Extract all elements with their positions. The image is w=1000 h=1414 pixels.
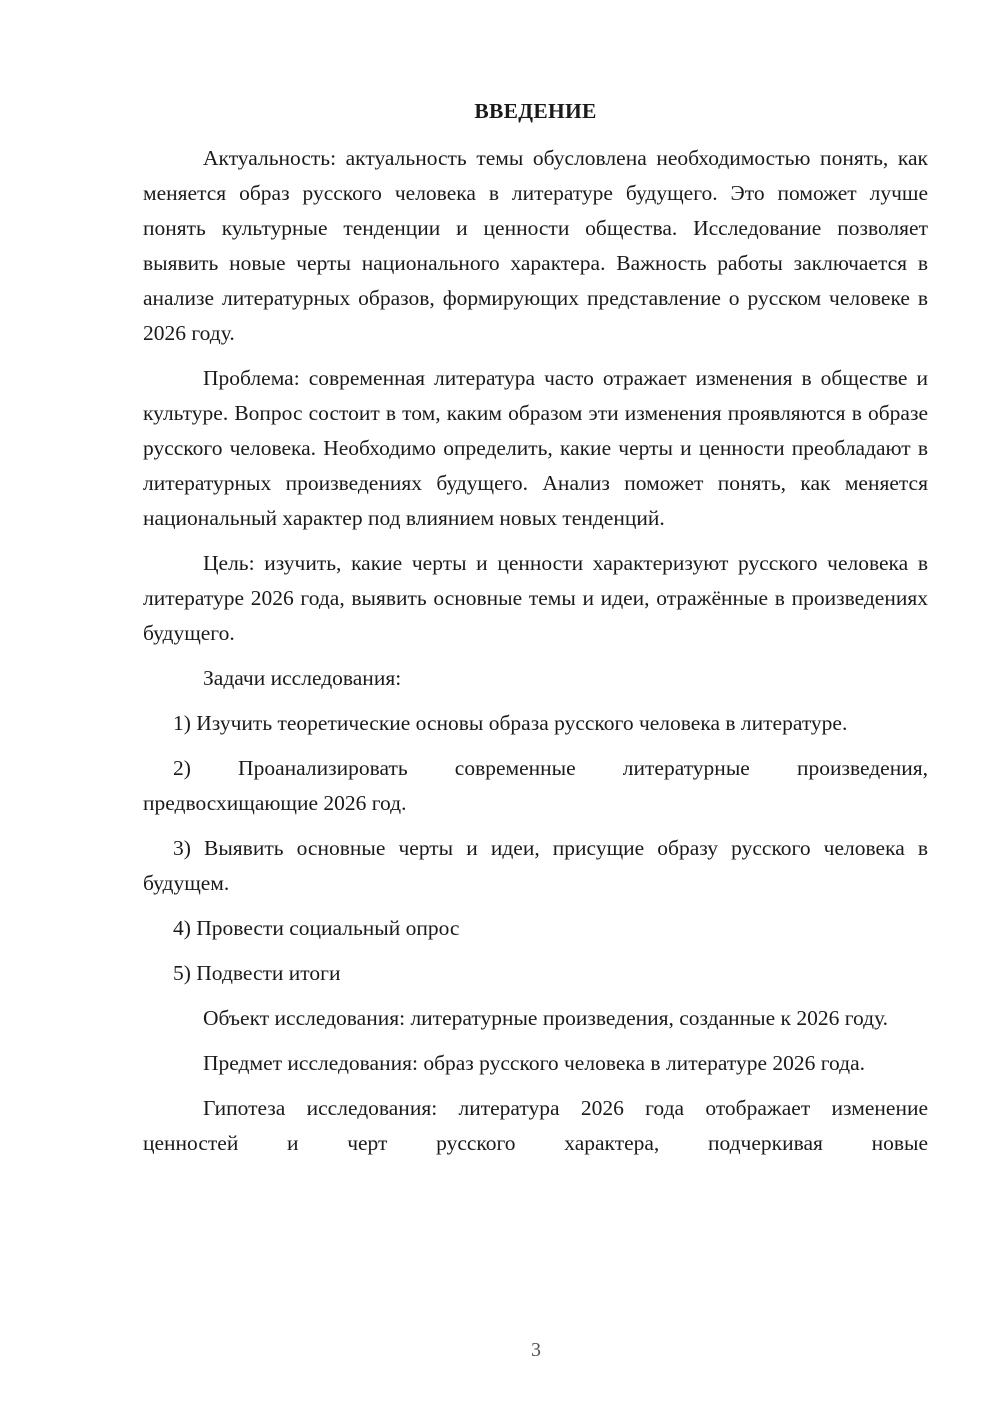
page-title: ВВЕДЕНИЕ xyxy=(474,99,597,123)
page-content xyxy=(143,94,928,1171)
tasks-heading: Задачи исследования: xyxy=(203,666,402,690)
task-item: 3) Выявить основные черты и идеи, присущие образу русского человека в будущем. xyxy=(143,836,928,895)
paragraph-object: Объект исследования: литературные произведения, созданные к 2026 году. xyxy=(203,1006,889,1030)
paragraph-subject: Предмет исследования: образ русского человека в литературе 2026 года. xyxy=(203,1051,866,1075)
task-item: 1) Изучить теоретические основы образа русского человека в литературе. xyxy=(173,711,848,735)
task-item: 2) Проанализировать современные литературные произведения, предвосхищающие 2026 год. xyxy=(143,756,928,815)
paragraph-hypothesis: Гипотеза исследования: литература 2026 года отображает изменение ценностей и черт русского характера, подчеркивая новые xyxy=(143,1096,928,1155)
paragraph-relevance: Актуальность: актуальность темы обусловлена необходимостью понять, как меняется образ русского человека в литературе будущего. Это поможет лучше понять культурные тенденции и ценности общества. Исследование позволяет выявить новые черты национального характера. Важность работы заключается в анализе литературных образов, формирующих представление о русском человеке в 2026 году. xyxy=(143,146,928,345)
paragraph-goal: Цель: изучить, какие черты и ценности характеризуют русского человека в литературе 2026 года, выявить основные темы и идеи, отражённые в произведениях будущего. xyxy=(143,551,928,645)
task-item: 4) Провести социальный опрос xyxy=(173,916,460,940)
page-number: 3 xyxy=(531,1339,541,1361)
task-item: 5) Подвести итоги xyxy=(173,961,341,985)
paragraph-problem: Проблема: современная литература часто отражает изменения в обществе и культуре. Вопрос состоит в том, каким образом эти изменения проявляются в образе русского человека. Необходимо определить, какие черты и ценности преобладают в литературных произведениях будущего. Анализ поможет понять, как меняется национальный характер под влиянием новых тенденций. xyxy=(143,366,928,530)
